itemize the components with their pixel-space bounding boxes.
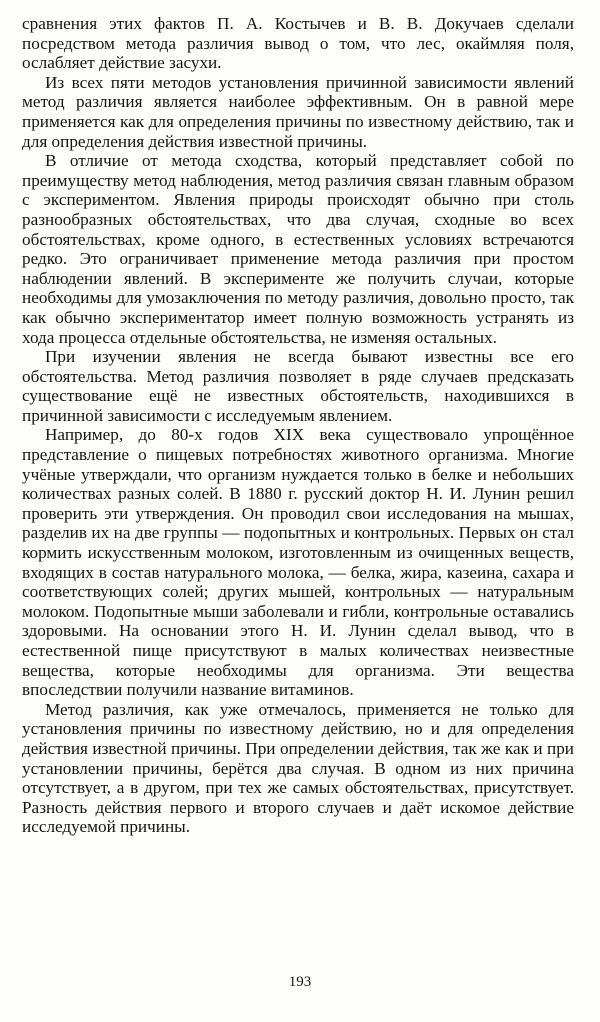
- paragraph: Метод различия, как уже отмечалось, применяется не только для установления причины по известному действию, но и для определения действия известной причины. При определении действия, так же как и при установлении причины, берётся два случая. В одном из них причина отсутствует, а в другом, при тех же самых обстоятельствах, присутствует. Разность действия первого и второго случаев и даёт искомое действие исследуемой причины.: [22, 699, 574, 837]
- paragraph: сравнения этих фактов П. А. Костычев и В. В. Докучаев сделали посредством метода различия вывод о том, что лес, окаймляя поля, ослабляет действие засухи.: [22, 14, 574, 73]
- paragraph: При изучении явления не всегда бывают известны все его обстоятельства. Метод различия позволяет в ряде случаев предсказать существование ещё не известных обстоятельств, находившихся в причинной зависимости с исследуемым явлением.: [22, 347, 574, 425]
- page-number: 193: [288, 974, 312, 990]
- page-text: [22, 14, 574, 837]
- paragraph: Например, до 80-х годов XIX века существовало упрощённое представление о пищевых потребностях животного организма. Многие учёные утверждали, что организм нуждается только в белке и небольших количествах разных солей. В 1880 г. русский доктор Н. И. Лунин решил проверить эти утверждения. Он проводил свои исследования на мышах, разделив их на две группы — подопытных и контрольных. Первых он стал кормить искусственным молоком, изготовленным из очищенных веществ, входящих в состав натурального молока, — белка, жира, казеина, сахара и соответствующих солей; других мышей, контрольных — натуральным молоком. Подопытные мыши заболевали и гибли, контрольные оставались здоровыми. На основании этого Н. И. Лунин сделал вывод, что в естественной пище присутствуют в малых количествах неизвестные вещества, которые необходимы для организма. Эти вещества впоследствии получили название витаминов.: [22, 425, 574, 700]
- paragraph: Из всех пяти методов установления причинной зависимости явлений метод различия является наиболее эффективным. Он в равной мере применяется как для определения причины по известному действию, так и для определения действия известной причины.: [22, 72, 574, 151]
- paragraph: В отличие от метода сходства, который представляет собой по преимуществу метод наблюдения, метод различия связан главным образом с экспериментом. Явления природы происходят обычно при столь разнообразных обстоятельствах, что два случая, сходные во всех обстоятельствах, кроме одного, в естественных условиях встречаются редко. Это ограничивает применение метода различия при простом наблюдении явлений. В эксперименте же получить случаи, которые необходимы для умозаключения по методу различия, довольно просто, так как обычно экспериментатор имеет полную возможность устранять из хода процесса отдельные обстоятельства, не изменяя остальных.: [22, 151, 574, 347]
